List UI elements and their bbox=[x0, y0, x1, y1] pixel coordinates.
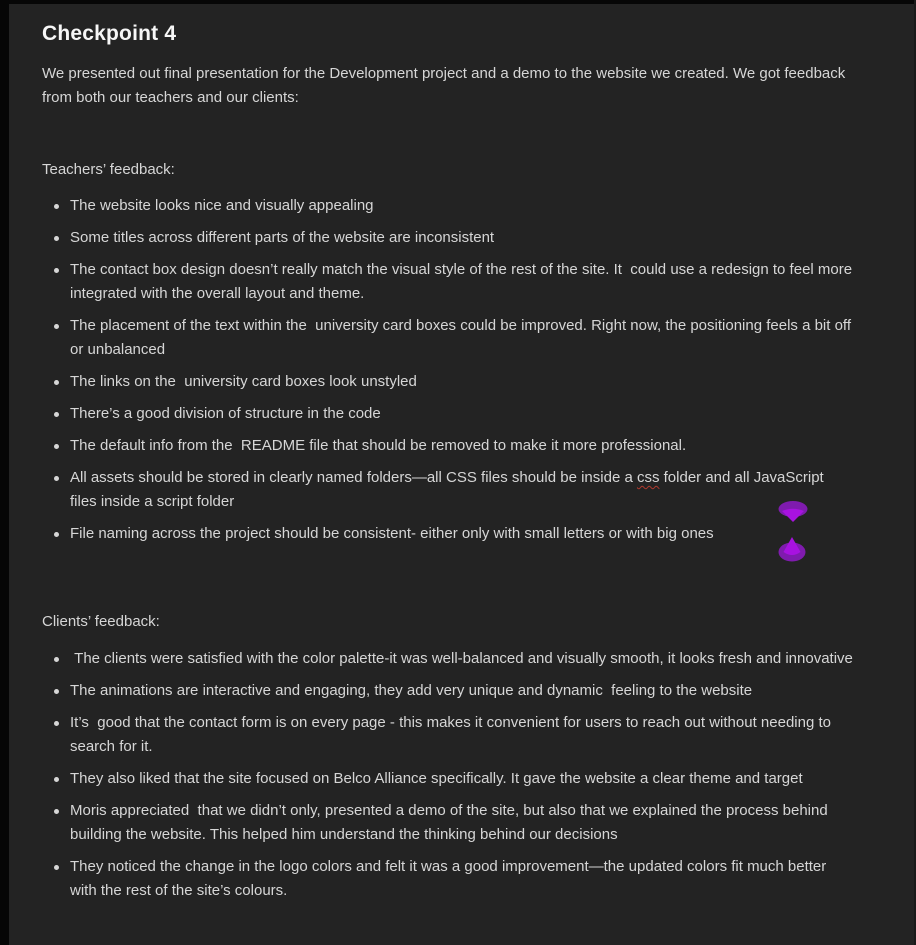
list-item[interactable]: There’s a good division of structure in the code bbox=[42, 402, 854, 426]
clients-feedback-label[interactable]: Clients’ feedback: bbox=[42, 613, 160, 630]
list-item[interactable]: The placement of the text within the university card boxes could be improved. Right now, the positioning feels a bit off or unbalanced bbox=[42, 314, 854, 362]
list-item[interactable]: File naming across the project should be consistent- either only with small letters or with big ones bbox=[42, 522, 854, 546]
list-item[interactable]: They noticed the change in the logo colors and felt it was a good improvement—the updated colors fit much better with the rest of the site’s colours. bbox=[42, 855, 854, 903]
window-top-edge bbox=[0, 0, 916, 4]
teachers-feedback-label[interactable]: Teachers’ feedback: bbox=[42, 161, 175, 178]
document-canvas[interactable] bbox=[42, 22, 857, 911]
list-item[interactable]: Some titles across different parts of the website are inconsistent bbox=[42, 226, 854, 250]
list-item[interactable] bbox=[42, 466, 854, 514]
page-title[interactable]: Checkpoint 4 bbox=[42, 22, 177, 45]
misspelled-word[interactable]: css bbox=[636, 469, 660, 486]
list-item[interactable]: It’s good that the contact form is on every page - this makes it convenient for users to reach out without needing to search for it. bbox=[42, 711, 854, 759]
list-item[interactable]: The links on the university card boxes look unstyled bbox=[42, 370, 854, 394]
list-item-text: All assets should be stored in clearly named folders—all CSS files should be inside a bbox=[70, 469, 637, 486]
clients-feedback-list bbox=[42, 647, 854, 903]
list-item[interactable]: The contact box design doesn’t really match the visual style of the rest of the site. It could use a redesign to feel more integrated with the overall layout and theme. bbox=[42, 258, 854, 306]
list-item[interactable]: The default info from the README file that should be removed to make it more professional. bbox=[42, 434, 854, 458]
list-item[interactable]: The clients were satisfied with the color palette-it was well-balanced and visually smooth, it looks fresh and innovative bbox=[42, 647, 854, 671]
intro-paragraph[interactable]: We presented out final presentation for the Development project and a demo to the website we created. We got feedback from both our teachers and our clients: bbox=[42, 65, 850, 106]
window-left-edge bbox=[0, 0, 9, 945]
list-item[interactable]: The website looks nice and visually appealing bbox=[42, 194, 854, 218]
list-item[interactable]: The animations are interactive and engaging, they add very unique and dynamic feeling to the website bbox=[42, 679, 854, 703]
teachers-feedback-list bbox=[42, 194, 857, 546]
list-item[interactable]: They also liked that the site focused on Belco Alliance specifically. It gave the website a clear theme and target bbox=[42, 767, 854, 791]
list-item[interactable]: Moris appreciated that we didn’t only, presented a demo of the site, but also that we explained the process behind building the website. This helped him understand the thinking behind our decisions bbox=[42, 799, 854, 847]
list-item-text: folder and all JavaScript files inside a script folder bbox=[70, 469, 828, 510]
text-selection-handle-bottom-icon[interactable] bbox=[778, 537, 806, 567]
text-selection-handle-top-icon[interactable] bbox=[777, 501, 809, 527]
